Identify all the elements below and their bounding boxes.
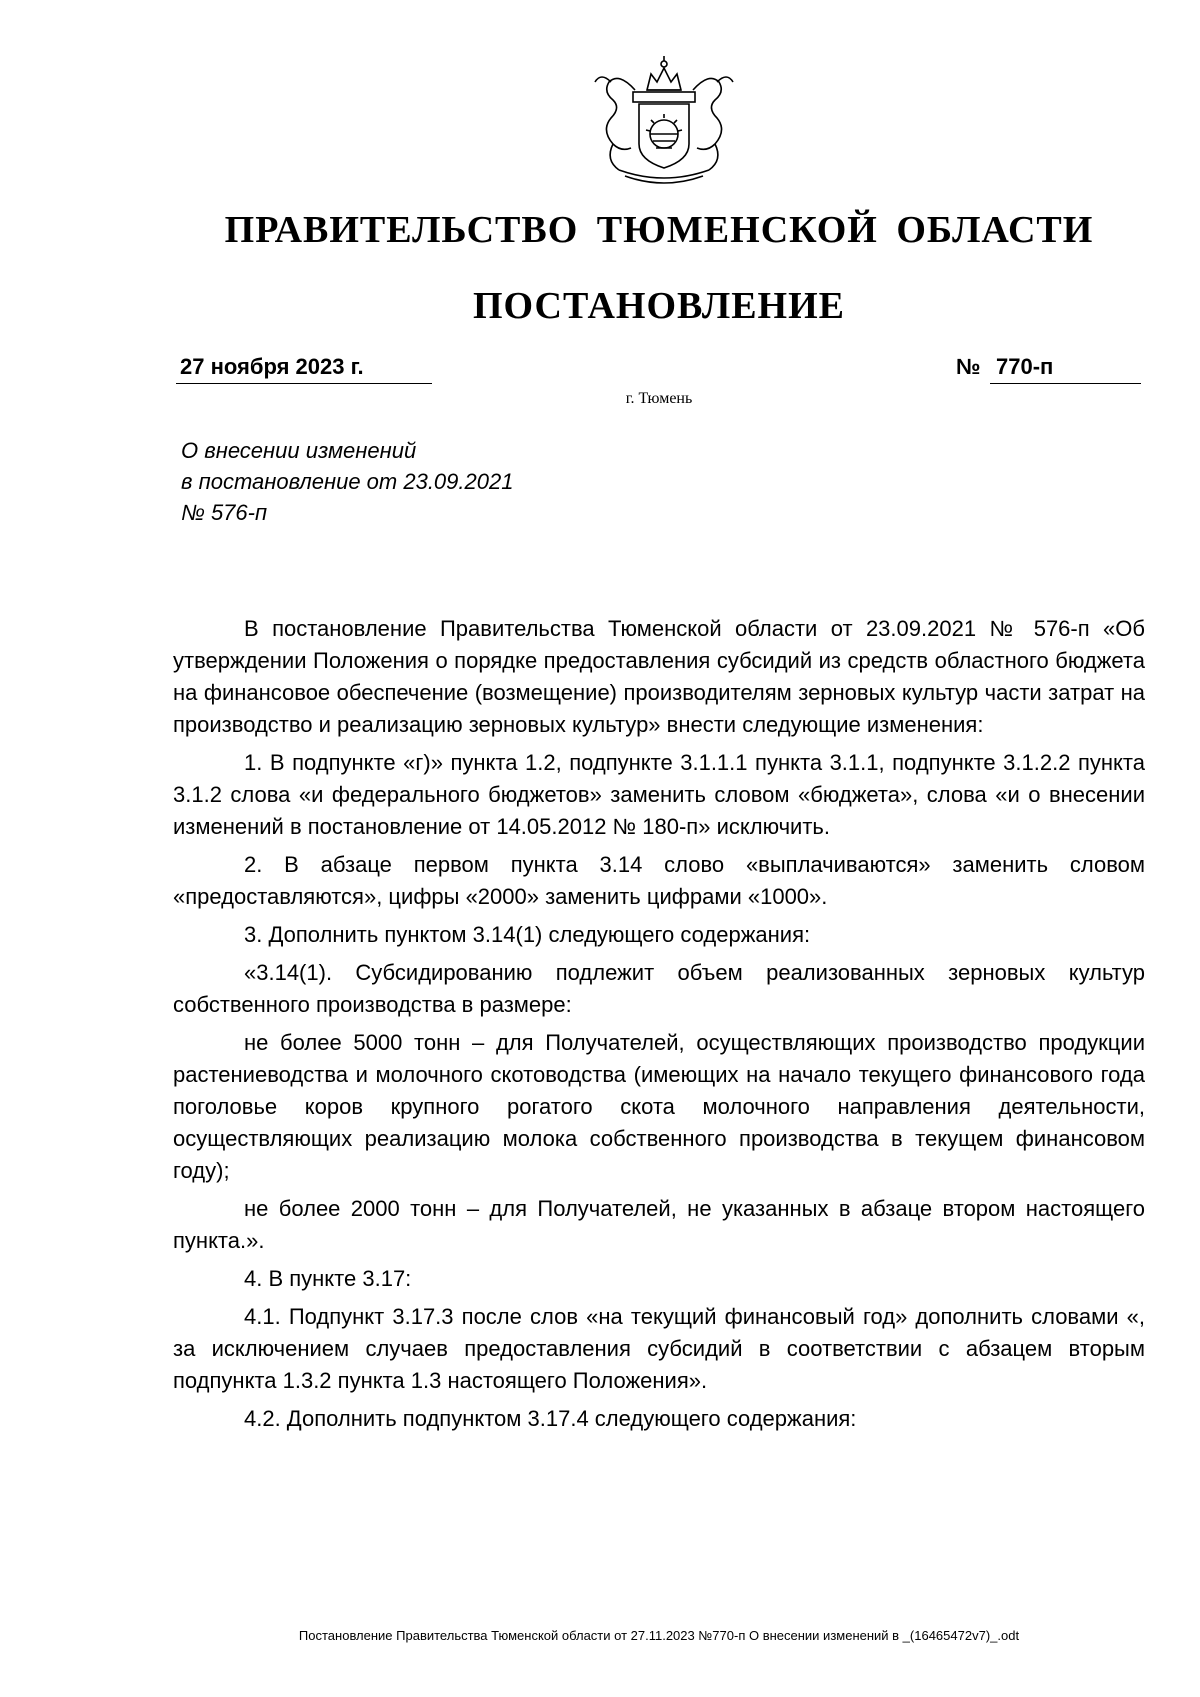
body-paragraph: не более 5000 тонн – для Получателей, осуществляющих производство продукции растениеводства и молочного скотоводства (имеющих на начало текущего финансового года поголовье коров крупного рогатого скота молочного направления деятельности, осуществляющих реализацию молока собственного производства в текущем финансовом году); — [173, 1030, 1145, 1183]
body-paragraph: 4. В пункте 3.17: — [244, 1266, 412, 1291]
body-paragraph: 4.2. Дополнить подпунктом 3.17.4 следующего содержания: — [244, 1406, 857, 1431]
number-sign: № — [956, 354, 981, 379]
body-paragraph: 3. Дополнить пунктом 3.14(1) следующего содержания: — [244, 922, 811, 947]
subject-line: № 576-п — [181, 500, 268, 525]
page-footer: Постановление Правительства Тюменской области от 27.11.2023 №770-п О внесении изменений в _(16465472v7)_.odt — [298, 1628, 1020, 1643]
document-type: ПОСТАНОВЛЕНИЕ — [472, 285, 846, 327]
document-date: 27 ноября 2023 г. — [176, 354, 432, 384]
body-paragraph: 2. В абзаце первом пункта 3.14 слово «выплачиваются» заменить словом «предоставляются», цифры «2000» заменить цифрами «1000». — [173, 852, 1145, 909]
body-paragraph: не более 2000 тонн – для Получателей, не указанных в абзаце втором настоящего пункта.». — [173, 1196, 1145, 1253]
body-paragraph: 4.1. Подпункт 3.17.3 после слов «на текущий финансовый год» дополнить словами «, за исключением случаев предоставления субсидий в соответствии с абзацем вторым подпункта 1.3.2 пункта 1.3 настоящего Положения». — [173, 1304, 1145, 1393]
document-number-field — [956, 354, 1141, 384]
body-paragraph: 1. В подпункте «г)» пункта 1.2, подпункте 3.1.1.1 пункта 3.1.1, подпункте 3.1.2.2 пункта 3.1.2 слова «и федерального бюджетов» заменить словом «бюджета», слова «и о внесении изменений в постановление от 14.05.2012 № 180-п» исключить. — [173, 750, 1145, 839]
subject-line: О внесении изменений — [181, 438, 417, 463]
document-subject — [181, 435, 641, 528]
document-city: г. Тюмень — [625, 390, 693, 407]
document-body — [173, 613, 1145, 1441]
document-number: 770-п — [990, 354, 1141, 384]
subject-line: в постановление от 23.09.2021 — [181, 469, 514, 494]
body-paragraph: «3.14(1). Субсидированию подлежит объем реализованных зерновых культур собственного производства в размере: — [173, 960, 1145, 1017]
government-title: ПРАВИТЕЛЬСТВО ТЮМЕНСКОЙ ОБЛАСТИ — [224, 209, 1094, 251]
body-paragraph: В постановление Правительства Тюменской области от 23.09.2021 № 576-п «Об утверждении Положения о порядке предоставления субсидий из средств областного бюджета на финансовое обеспечение (возмещение) производителям зерновых культур части затрат на производство и реализацию зерновых культур» внести следующие изменения: — [173, 616, 1145, 737]
coat-of-arms-emblem — [589, 52, 739, 188]
